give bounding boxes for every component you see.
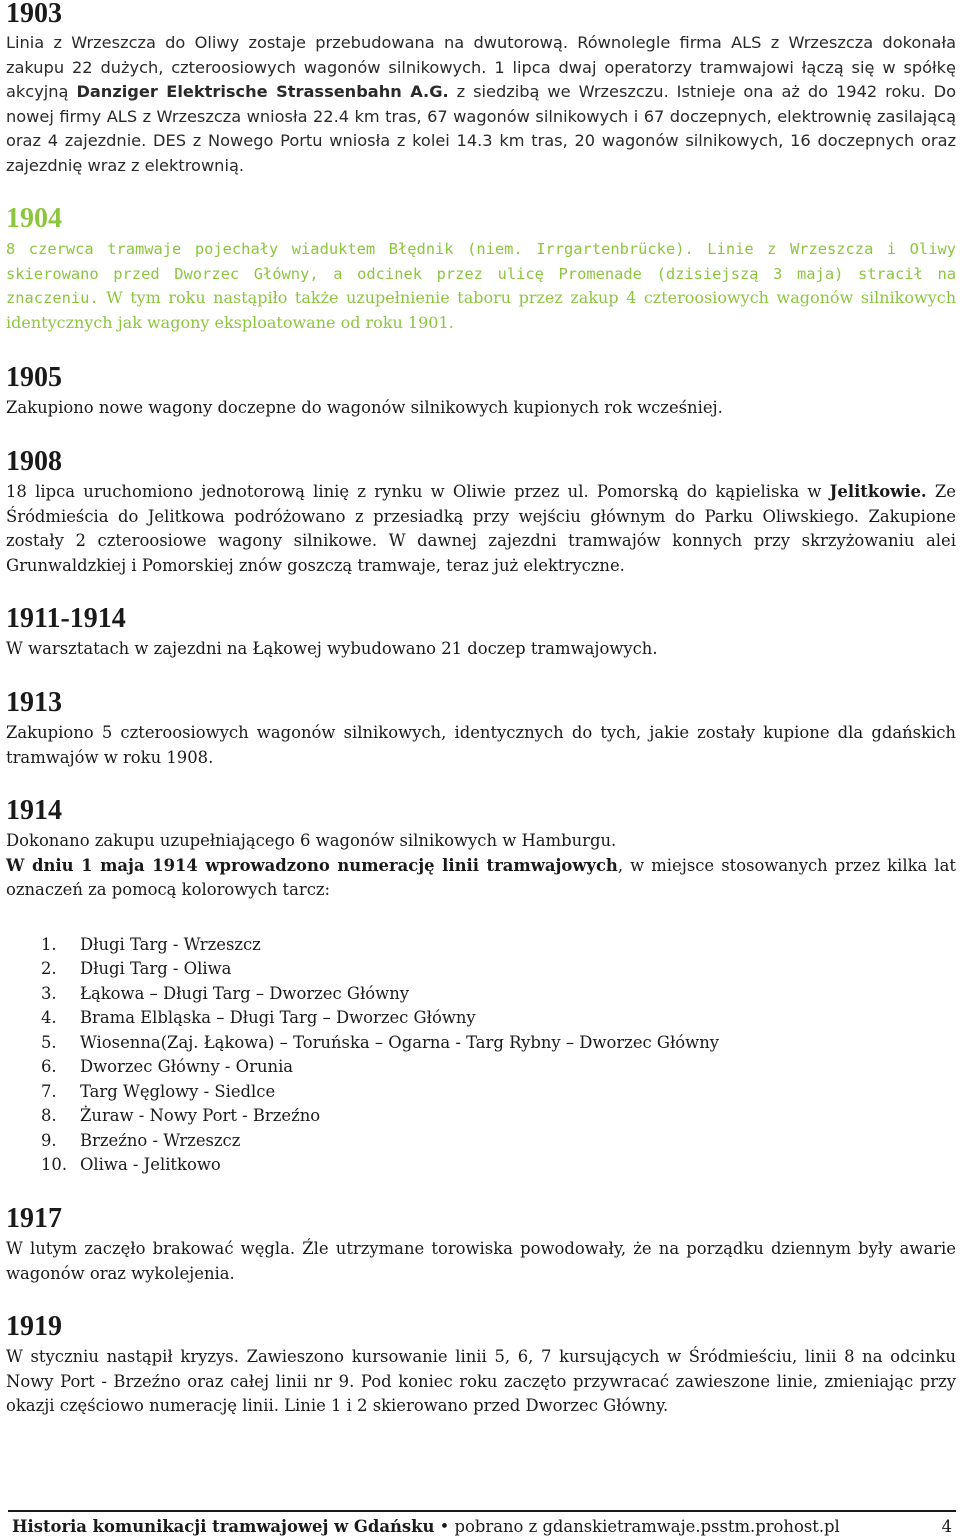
list-item-number: 10. bbox=[41, 1155, 68, 1174]
section-heading: 1908 bbox=[6, 446, 62, 477]
paragraph-text: 18 lipca uruchomiono jednotorową linię z rynku w Oliwie przez ul. Pomorską do kąpieliska w bbox=[6, 482, 830, 501]
list-item bbox=[6, 982, 956, 1007]
section-paragraph bbox=[6, 31, 956, 178]
place-name: Jelitkowie. bbox=[829, 482, 927, 501]
list-item-number: 4. bbox=[41, 1008, 57, 1027]
list-item-number: 9. bbox=[41, 1130, 57, 1150]
emphasis-text: W dniu 1 maja 1914 wprowadzono numerację linii tramwajowych bbox=[6, 855, 618, 875]
section-heading: 1919 bbox=[6, 1311, 62, 1342]
list-item-text: Oliwa - Jelitkowo bbox=[80, 1155, 221, 1174]
list-item-number: 1. bbox=[41, 934, 57, 954]
section-1917 bbox=[6, 1204, 956, 1286]
list-item bbox=[6, 1080, 956, 1105]
page-footer bbox=[12, 1516, 952, 1538]
section-heading: 1904 bbox=[6, 203, 62, 234]
paragraph-text: z siedzibą we Wrzeszczu. Istnieje ona aż do 1942 roku. Do nowej firmy ALS z Wrzeszcza wniosła 22.4 km tras, 67 wagonów silnikowych i 67 doczepnych, elektrownię zasilającą oraz 4 zajezdnie. DES z Nowego Portu wniosła z kolei 14.3 km tras, 20 wagonów silnikowych, 16 doczepnych oraz zajezdnię wraz z elektrownią. bbox=[6, 82, 956, 175]
section-paragraph bbox=[6, 237, 956, 335]
section-paragraph: Dokonano zakupu uzupełniającego 6 wagonów silnikowych w Hamburgu. bbox=[6, 831, 617, 850]
list-item-text: Brama Elbląska – Długi Targ – Dworzec Główny bbox=[80, 1008, 476, 1027]
section-1919 bbox=[6, 1312, 956, 1419]
company-name: Danziger Elektrische Strassenbahn A.G. bbox=[76, 82, 449, 101]
list-item bbox=[6, 1055, 956, 1080]
section-1908 bbox=[6, 447, 956, 578]
section-1911-1914 bbox=[6, 604, 956, 662]
list-item bbox=[6, 933, 956, 958]
section-paragraph: W warsztatach w zajezdni na Łąkowej wybudowano 21 doczep tramwajowych. bbox=[6, 639, 658, 658]
list-item-number: 2. bbox=[41, 959, 57, 978]
section-1903 bbox=[6, 0, 956, 178]
footer-bullet: • bbox=[434, 1517, 455, 1536]
section-paragraph: W styczniu nastąpił kryzys. Zawieszono kursowanie linii 5, 6, 7 kursujących w Śródmieściu, linii 8 na odcinku Nowy Port - Brzeźno oraz całej linii nr 9. Pod koniec roku zaczęto przywracać zawieszone linie, zmieniając przy okazji częściowo numerację linii. Linie 1 i 2 skierowano przed Dworzec Główny. bbox=[6, 1347, 956, 1415]
section-1913 bbox=[6, 688, 956, 770]
section-paragraph: Zakupiono nowe wagony doczepne do wagonów silnikowych kupionych rok wcześniej. bbox=[6, 398, 723, 417]
list-item-text: Wiosenna(Zaj. Łąkowa) – Toruńska – Ogarna - Targ Rybny – Dworzec Główny bbox=[80, 1032, 720, 1052]
list-item-number: 7. bbox=[41, 1081, 57, 1101]
paragraph-text: 8 czerwca tramwaje pojechały wiaduktem Błędnik (niem. Irrgartenbrücke). Linie z Wrzeszcza i Oliwy skierowano przed Dworzec Główny, a odcinek przez ulicę Promenade (dzisiejszą 3 maja) stracił na znaczeniu. bbox=[6, 240, 956, 307]
paragraph-text: Ze Śródmieścia do Jelitkowa podróżowano z przesiadką przy wejściu głównym do Parku Oliwskiego. Zakupione zostały 2 czteroosiowe wagony silnikowe. W dawnej zajezdni tramwajów konnych przy skrzyżowaniu alei Grunwaldzkiej i Pomorskiej znów goszczą tramwaje, teraz już elektryczne. bbox=[6, 482, 956, 575]
paragraph-text: W tym roku nastąpiło także uzupełnienie taboru przez zakup 4 czteroosiowych wagonów silnikowych identycznych jak wagony eksploatowane od roku 1901. bbox=[6, 288, 956, 332]
list-item-number: 6. bbox=[41, 1057, 57, 1076]
list-item-text: Dworzec Główny - Orunia bbox=[80, 1057, 294, 1076]
footer-title: Historia komunikacji tramwajowej w Gdańsku bbox=[12, 1517, 435, 1536]
list-item-number: 8. bbox=[41, 1106, 57, 1125]
section-heading: 1903 bbox=[6, 0, 62, 29]
list-item-text: Targ Węglowy - Siedlce bbox=[80, 1081, 276, 1101]
list-item-text: Łąkowa – Długi Targ – Dworzec Główny bbox=[80, 983, 410, 1003]
list-item-text: Brzeźno - Wrzeszcz bbox=[80, 1130, 241, 1150]
section-heading: 1914 bbox=[6, 795, 62, 826]
list-item-text: Długi Targ - Wrzeszcz bbox=[80, 934, 261, 954]
paragraph-text: , w miejsce stosowanych przez kilka lat oznaczeń za pomocą kolorowych tarcz: bbox=[6, 855, 956, 899]
list-item bbox=[6, 1129, 956, 1154]
list-item-number: 5. bbox=[41, 1032, 57, 1052]
list-item-text: Żuraw - Nowy Port - Brzeźno bbox=[80, 1106, 321, 1125]
section-paragraph bbox=[6, 480, 956, 578]
section-paragraph bbox=[6, 854, 956, 903]
section-heading: 1905 bbox=[6, 362, 62, 393]
section-heading: 1913 bbox=[6, 687, 62, 718]
section-1904 bbox=[6, 204, 956, 335]
section-paragraph: Zakupiono 5 czteroosiowych wagonów silnikowych, identycznych do tych, jakie zostały kupione dla gdańskich tramwajów w roku 1908. bbox=[6, 723, 956, 767]
list-item bbox=[6, 1031, 956, 1056]
list-item-number: 3. bbox=[41, 983, 57, 1003]
section-paragraph: W lutym zaczęło brakować węgla. Źle utrzymane torowiska powodowały, że na porządku dziennym były awarie wagonów oraz wykolejenia. bbox=[6, 1239, 956, 1283]
page-number: 4 bbox=[941, 1517, 952, 1536]
list-item bbox=[6, 957, 956, 982]
list-item-text: Długi Targ - Oliwa bbox=[80, 959, 232, 978]
paragraph-text: Linia z Wrzeszcza do Oliwy zostaje przebudowana na dwutorową. Równolegle firma ALS z Wrzeszcza dokonała zakupu 22 dużych, czteroosiowych wagonów silnikowych. 1 lipca dwaj operatorzy tramwajowi łączą się w spółkę akcyjną bbox=[6, 33, 956, 101]
section-1905 bbox=[6, 363, 956, 421]
section-1914 bbox=[6, 796, 956, 1178]
line-numbering-list bbox=[6, 933, 956, 1178]
list-item bbox=[6, 1104, 956, 1129]
list-item bbox=[6, 1153, 956, 1178]
footer-source: pobrano z gdanskietramwaje.psstm.prohost.pl bbox=[454, 1517, 840, 1536]
list-item bbox=[6, 1006, 956, 1031]
section-heading: 1917 bbox=[6, 1203, 62, 1234]
footer-divider bbox=[8, 1510, 956, 1512]
section-heading: 1911-1914 bbox=[6, 603, 126, 634]
